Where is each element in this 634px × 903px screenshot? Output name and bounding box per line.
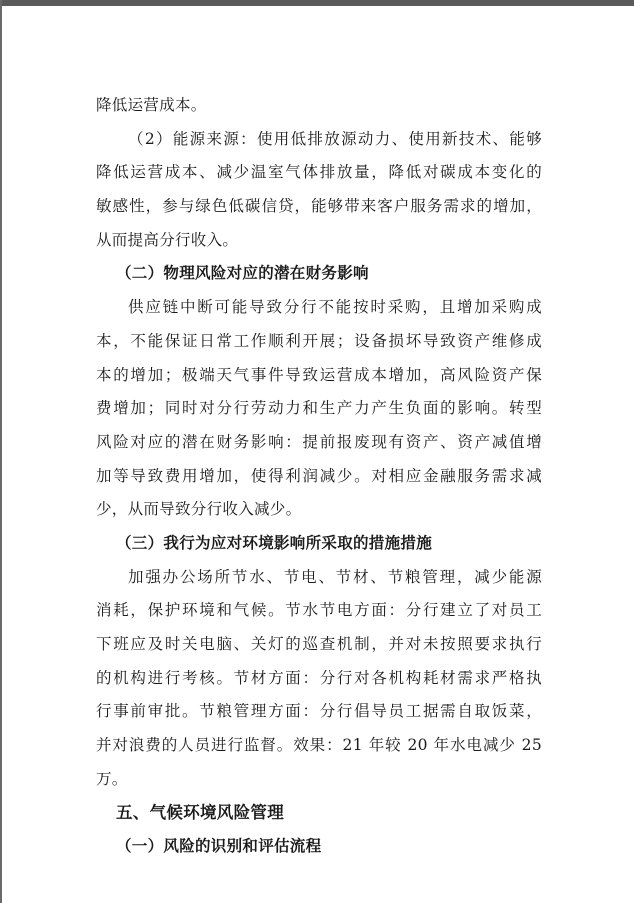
paragraph-line: 风险对应的潜在财务影响：提前报废现有资产、资产减值增 <box>96 432 542 451</box>
paragraph-line: 本，不能保证日常工作顺利开展；设备损坏导致资产维修成 <box>96 331 542 350</box>
paragraph-line: 下班应及时关电脑、关灯的巡查机制，并对未按照要求执行 <box>96 635 542 653</box>
paragraph-line: 降低运营成本、减少温室气体排放量，降低对碳成本变化的 <box>96 163 542 182</box>
paragraph-line: 加等导致费用增加，使得利润减少。对相应金融服务需求减 <box>96 466 542 485</box>
paragraph-line: 万。 <box>96 769 128 788</box>
paragraph-line: 本的增加；极端天气事件导致运营成本增加，高风险资产保 <box>96 365 542 384</box>
paragraph-line: 并对浪费的人员进行监督。效果：21 年较 20 年水电减少 25 <box>96 736 542 755</box>
paragraph-line: 的机构进行考核。节材方面：分行对各机构耗材需求严格执 <box>96 668 542 687</box>
section-heading-measures: （三）我行为应对环境影响所采取的措施措施 <box>116 533 433 552</box>
paragraph-line: 敏感性，参与绿色低碳信贷，能够带来客户服务需求的增加， <box>96 197 542 216</box>
section-heading-physical-risk: （二）物理风险对应的潜在财务影响 <box>116 264 369 283</box>
page-top-border <box>0 0 634 6</box>
paragraph-line: 消耗，保护环境和气候。节水节电方面：分行建立了对员工 <box>96 601 542 620</box>
paragraph-line: 费增加；同时对分行劳动力和生产力产生负面的影响。转型 <box>96 399 542 418</box>
paragraph-line: （2）能源来源：使用低排放源动力、使用新技术、能够 <box>128 129 542 148</box>
paragraph-line: 供应链中断可能导致分行不能按时采购，且增加采购成 <box>128 298 542 317</box>
paragraph-line: 加强办公场所节水、节电、节材、节粮管理，减少能源 <box>128 567 542 586</box>
paragraph-line: 少，从而导致分行收入减少。 <box>96 500 302 519</box>
document-page <box>96 89 542 864</box>
paragraph-line: 行事前审批。节粮管理方面：分行倡导员工据需自取饭菜， <box>96 702 542 721</box>
page-left-border <box>0 0 2 903</box>
section-heading-identification: （一）风险的识别和评估流程 <box>116 837 322 856</box>
chapter-heading-climate-risk: 五、气候环境风险管理 <box>116 803 284 823</box>
paragraph-line: 降低运营成本。 <box>96 96 207 114</box>
paragraph-line: 从而提高分行收入。 <box>96 230 239 249</box>
